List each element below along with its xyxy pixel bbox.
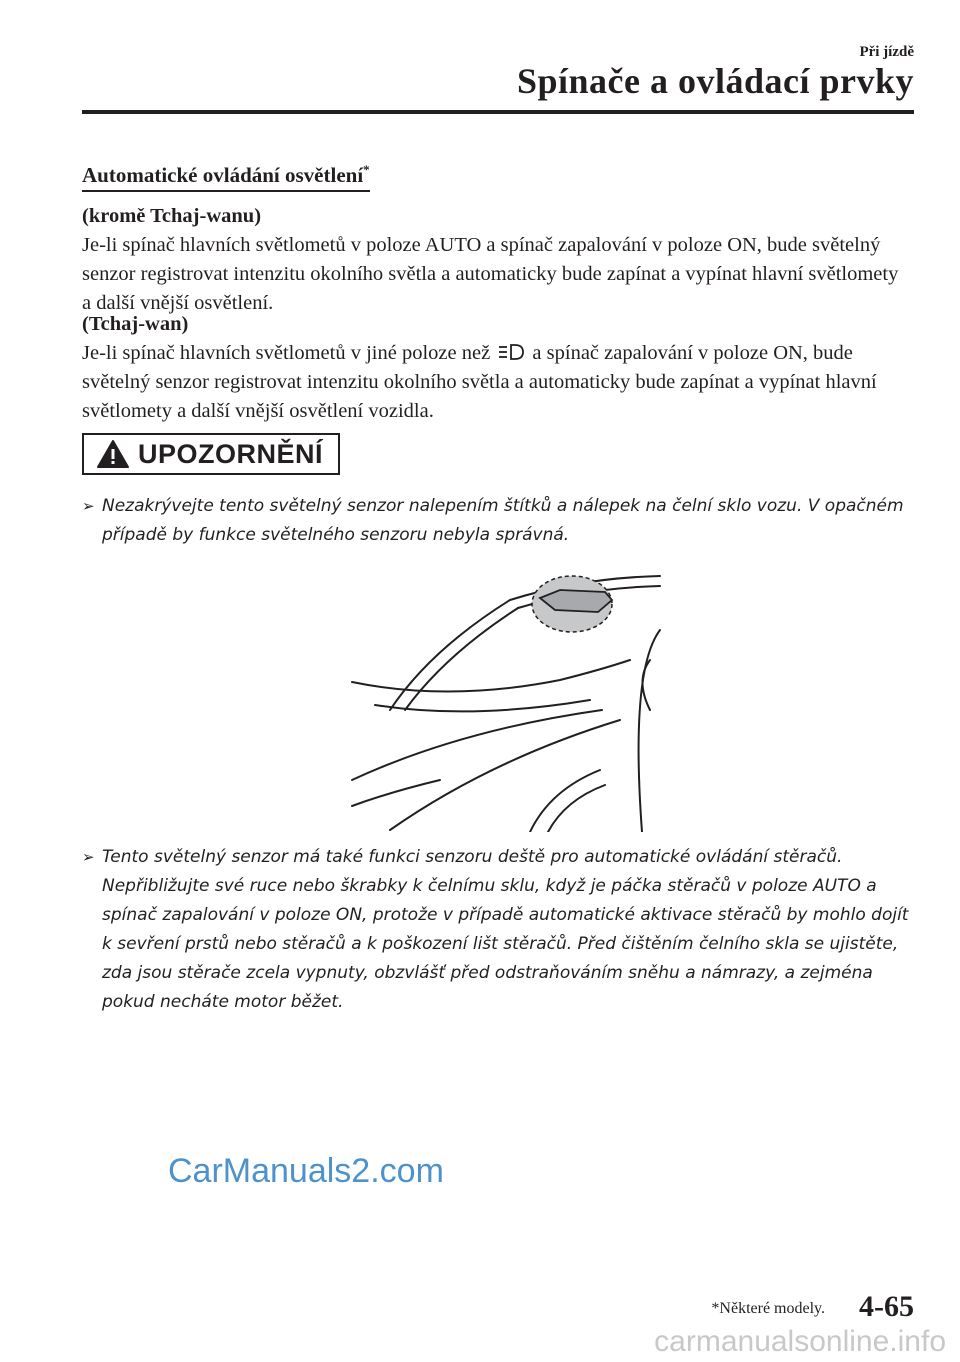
paragraph-label: (Tchaj-wan): [82, 313, 189, 335]
site-watermark: carmanualsonline.info: [654, 1325, 946, 1358]
page-number: 4-65: [859, 1290, 914, 1323]
fender-crease: [352, 710, 602, 780]
bullet-arrow-icon: ➢: [82, 848, 95, 866]
wheel-arch: [530, 770, 600, 832]
bullet-text: Tento světelný senzor má také funkci senzoru deště pro automatické ovládání stěračů. Nepřibližujte své ruce nebo škrabky k čelnímu sklu, když je páčka stěračů v poloze AUTO a spínač zapalování v poloze ON, protože v případě automatické aktivace stěračů by mohlo dojít k sevření prstů nebo stěračů a k poškození lišt stěračů. Před čištěním čelního skla se ujistěte, zda jsou stěrače zcela vypnuty, obzvlášť před odstraňováním sněhu a námrazy, a zejména pokud necháte motor běžet.: [102, 847, 909, 1012]
fender-crease-2: [390, 720, 620, 830]
chapter-label: Při jízdě: [859, 44, 914, 60]
paragraph-except-taiwan: [82, 202, 912, 318]
section-heading-text: Automatické ovládání osvětlení: [82, 163, 364, 187]
caution-bullet: [82, 492, 912, 550]
paragraph-taiwan: [82, 310, 912, 426]
hood-line: [352, 660, 630, 692]
watermark: CarManuals2.com: [168, 1152, 444, 1190]
wheel-arch-2: [548, 785, 605, 832]
footnote: *Některé modely.: [711, 1300, 825, 1317]
section-heading: [82, 162, 370, 192]
header-rule: [82, 110, 914, 114]
a-pillar: [390, 600, 510, 710]
page-title: Spínače a ovládací prvky: [516, 61, 914, 101]
bullet-text: Nezakrývejte tento světelný senzor nalepením štítků a nálepek na čelní sklo vozu. V opačném případě by funkce světelného senzoru nebyla správná.: [102, 496, 904, 545]
a-pillar-inner: [405, 608, 518, 710]
caution-box: [82, 433, 340, 475]
paragraph-text: Je-li spínač hlavních světlometů v poloze AUTO a spínač zapalování v poloze ON, bude světelný senzor registrovat intenzitu okolního světla a automaticky bude zapínat a vypínat hlavní světlomety a další vnější osvětlení.: [82, 234, 899, 314]
front-line: [352, 780, 440, 806]
footnote-mark: *: [363, 162, 370, 177]
bullet-arrow-icon: ➢: [82, 497, 95, 515]
caution-bullet: [82, 843, 912, 1017]
caution-label: UPOZORNĚNÍ: [138, 438, 324, 469]
headlight-icon: [497, 343, 525, 361]
paragraph-label: (kromě Tchaj-wanu): [82, 205, 262, 227]
paragraph-text-after: a spínač zapalování v poloze ON, bude světelný senzor registrovat intenzitu okolního světla a automaticky bude zapínat a vypínat hlavní světlomety a další vnější osvětlení vozidla.: [82, 342, 877, 422]
paragraph-text-before: Je-li spínač hlavních světlometů v jiné poloze než: [82, 342, 491, 364]
mirror: [643, 660, 651, 710]
warning-triangle-icon: [96, 439, 130, 469]
windshield-sensor-illustration: [350, 570, 662, 832]
